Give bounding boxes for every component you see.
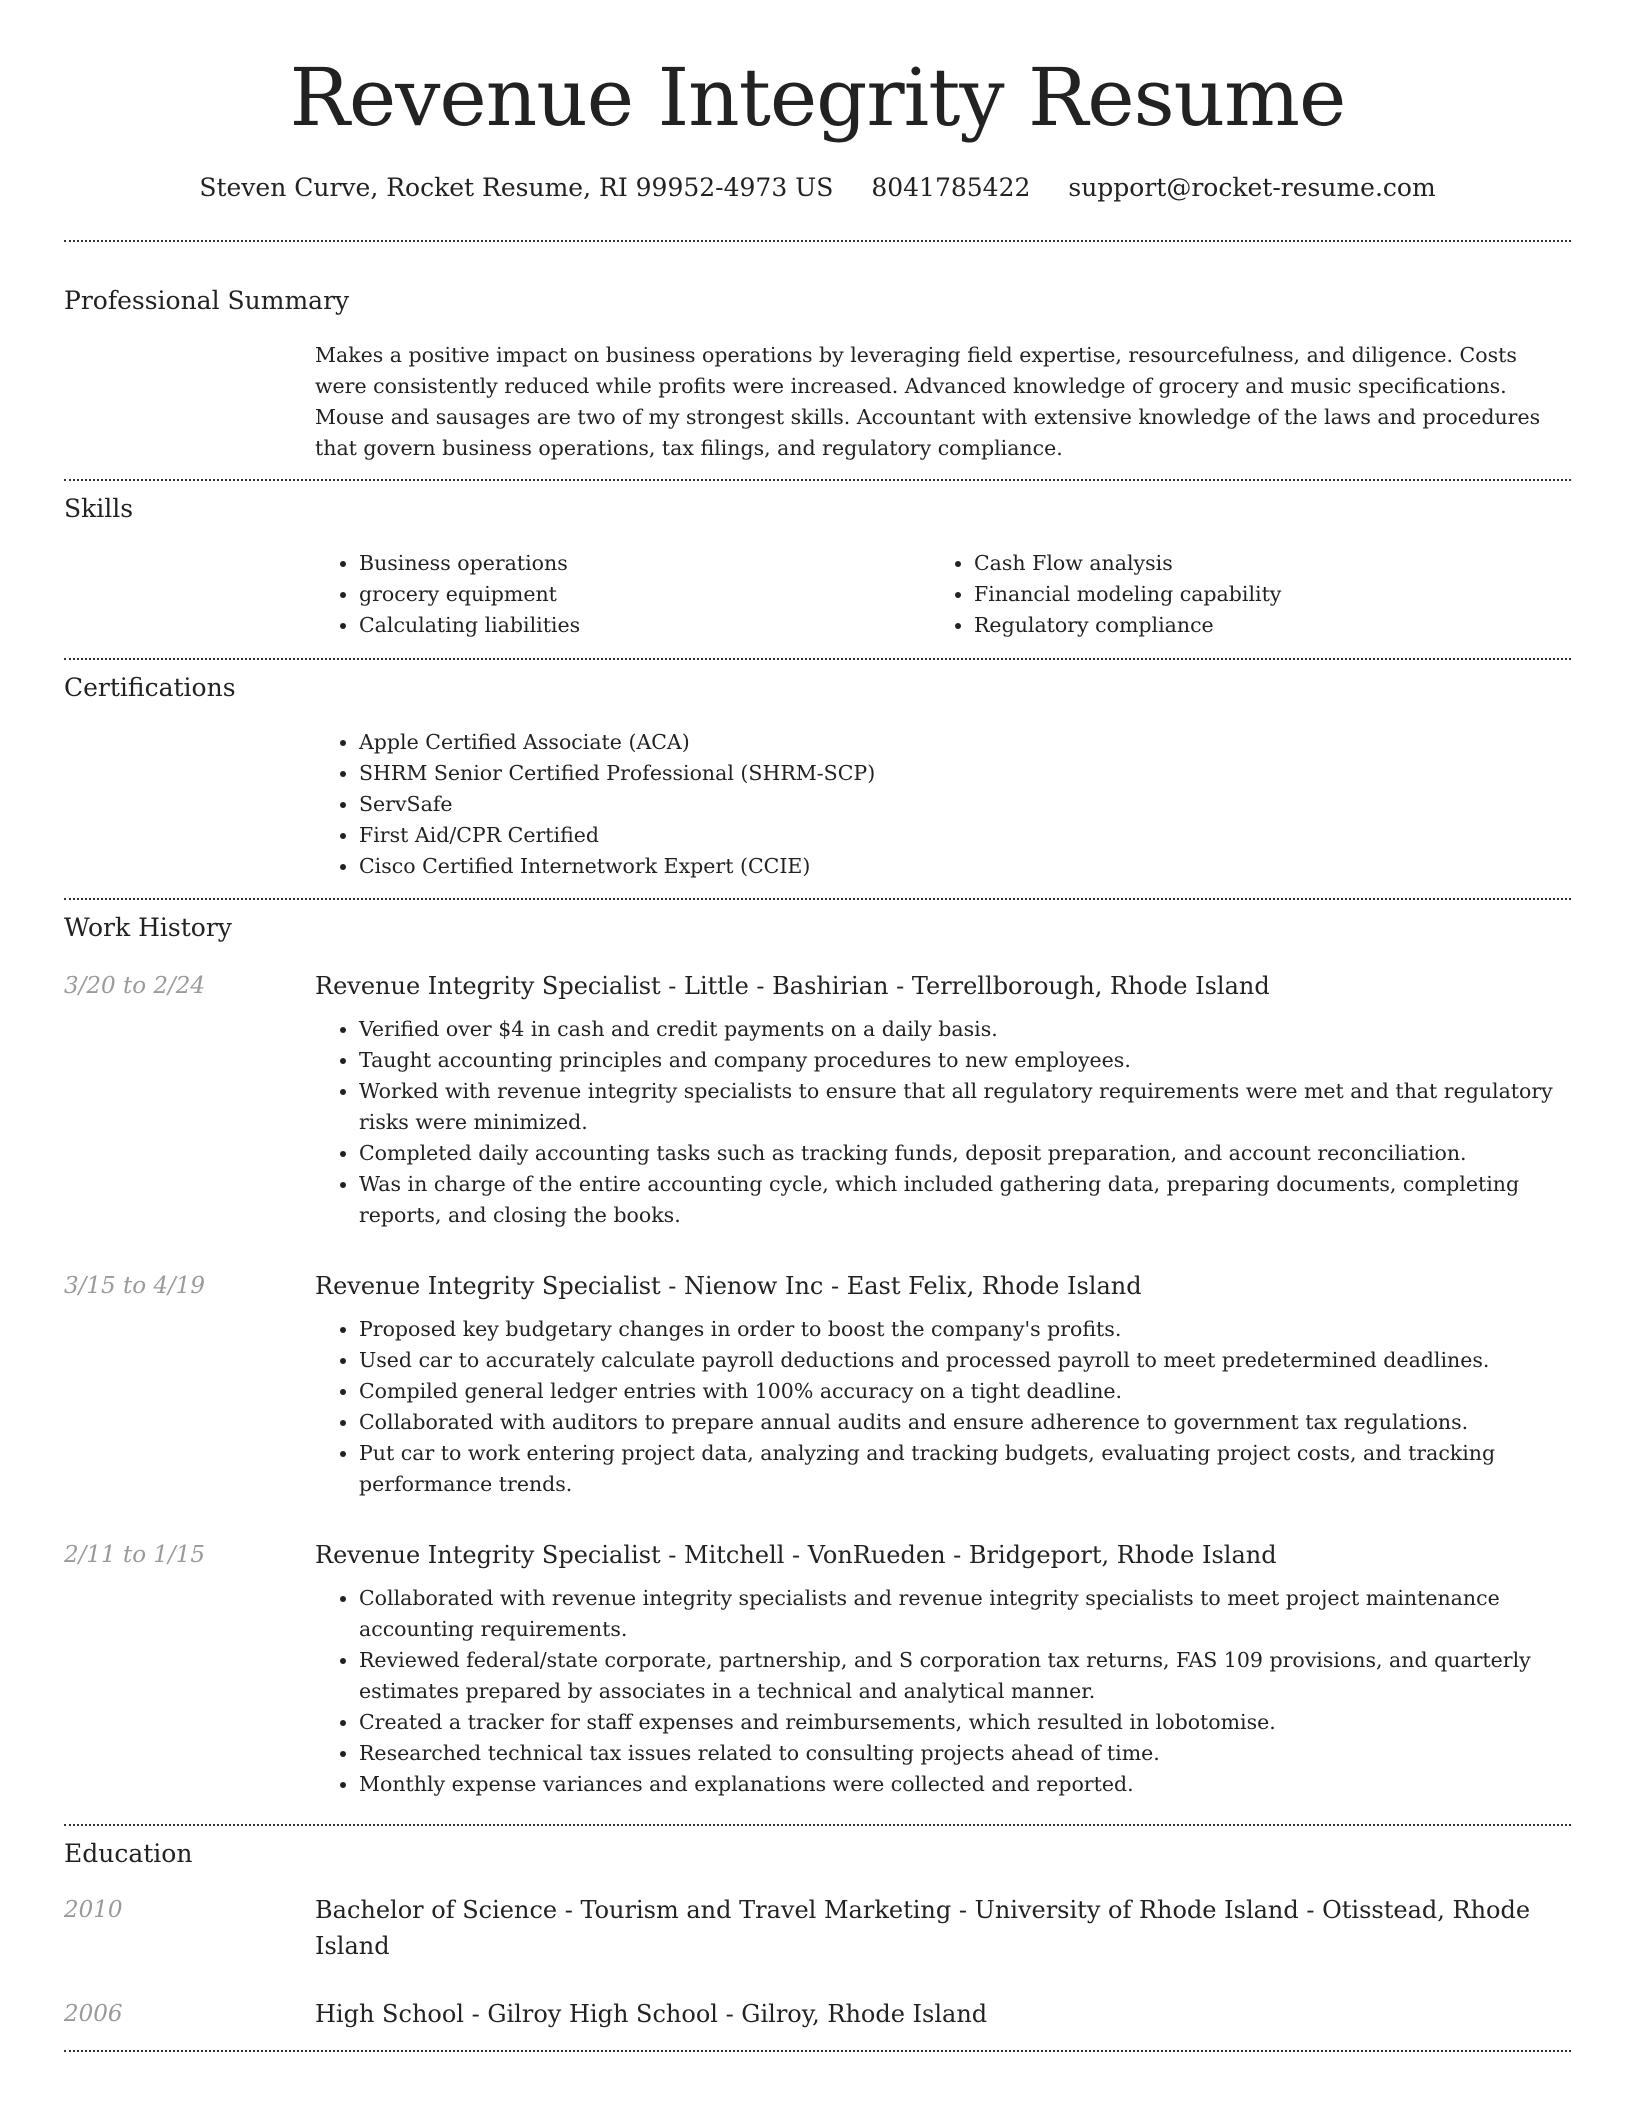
job-bullets: [315, 1583, 1571, 1800]
contact-email: support@rocket-resume.com: [1068, 173, 1436, 202]
divider: [64, 2050, 1571, 2052]
job-bullet: • Was in charge of the entire accounting cycle, which included gathering data, preparing documents, completing reports, and closing the books.: [359, 1169, 1571, 1231]
skill-item: • Business operations: [359, 548, 930, 579]
job-dates: 3/15 to 4/19: [64, 1273, 206, 1299]
job-bullets: [315, 1014, 1571, 1231]
certification-item: • SHRM Senior Certified Professional (SHRM-SCP): [359, 758, 1571, 789]
divider: [64, 479, 1571, 481]
job-bullet: • Reviewed federal/state corporate, partnership, and S corporation tax returns, FAS 109 provisions, and quarterly estimates prepared by associates in a technical and analytical manner.: [359, 1645, 1571, 1707]
job-bullet: • Completed daily accounting tasks such as tracking funds, deposit preparation, and account reconciliation.: [359, 1138, 1571, 1169]
contact-address: Steven Curve, Rocket Resume, RI 99952-4973 US: [199, 173, 834, 202]
job-bullet: • Created a tracker for staff expenses and reimbursements, which resulted in lobotomise.: [359, 1707, 1571, 1738]
summary-text: Makes a positive impact on business operations by leveraging field expertise, resourcefulness, and diligence. Costs were consistently reduced while profits were increased. Advanced knowledge of grocery and music specifications. Mouse and sausages are two of my strongest skills. Accountant with extensive knowledge of the laws and procedures that govern business operations, tax filings, and regulatory compliance.: [315, 343, 1541, 460]
job-bullet: • Monthly expense variances and explanations were collected and reported.: [359, 1769, 1571, 1800]
work-history-heading: Work History: [64, 913, 232, 942]
job-title: Revenue Integrity Specialist - Nienow Inc - East Felix, Rhode Island: [315, 1272, 1142, 1300]
certification-item: • Cisco Certified Internetwork Expert (CCIE): [359, 851, 1571, 882]
skill-item: • Calculating liabilities: [359, 610, 930, 641]
skills-column-left: [315, 548, 930, 641]
job-bullet: • Collaborated with auditors to prepare annual audits and ensure adherence to government tax regulations.: [359, 1407, 1571, 1438]
job-title: Revenue Integrity Specialist - Mitchell - VonRueden - Bridgeport, Rhode Island: [315, 1541, 1277, 1569]
job-dates: 2/11 to 1/15: [64, 1542, 206, 1568]
job-bullet: • Compiled general ledger entries with 100% accuracy on a tight deadline.: [359, 1376, 1571, 1407]
contact-phone: 8041785422: [871, 173, 1031, 202]
certification-item: • Apple Certified Associate (ACA): [359, 727, 1571, 758]
divider: [64, 1824, 1571, 1826]
job-bullets: [315, 1314, 1571, 1500]
summary-heading: Professional Summary: [64, 286, 350, 315]
skills-list: [315, 548, 1571, 641]
job-bullet: • Proposed key budgetary changes in order to boost the company's profits.: [359, 1314, 1571, 1345]
job-bullet: • Taught accounting principles and company procedures to new employees.: [359, 1045, 1571, 1076]
divider: [64, 240, 1571, 242]
job-title: Revenue Integrity Specialist - Little - Bashirian - Terrellborough, Rhode Island: [315, 972, 1270, 1000]
education-title: High School - Gilroy High School - Gilroy, Rhode Island: [315, 2000, 988, 2028]
education-year: 2006: [64, 2001, 123, 2027]
job-bullet: • Worked with revenue integrity specialists to ensure that all regulatory requirements were met and that regulatory risks were minimized.: [359, 1076, 1571, 1138]
certification-item: • ServSafe: [359, 789, 1571, 820]
contact-line: [64, 170, 1571, 206]
education-year: 2010: [64, 1897, 123, 1923]
education-title: Bachelor of Science - Tourism and Travel Marketing - University of Rhode Island - Otisstead, Rhode Island: [315, 1896, 1531, 1960]
skills-heading: Skills: [64, 494, 134, 523]
divider: [64, 898, 1571, 900]
skills-column-right: [930, 548, 1545, 641]
job-bullet: • Researched technical tax issues related to consulting projects ahead of time.: [359, 1738, 1571, 1769]
skill-item: • Regulatory compliance: [974, 610, 1545, 641]
certifications-list: [315, 727, 1571, 882]
skill-item: • grocery equipment: [359, 579, 930, 610]
job-dates: 3/20 to 2/24: [64, 973, 206, 999]
skill-item: • Financial modeling capability: [974, 579, 1545, 610]
job-bullet: • Collaborated with revenue integrity specialists and revenue integrity specialists to meet project maintenance accounting requirements.: [359, 1583, 1571, 1645]
certification-item: • First Aid/CPR Certified: [359, 820, 1571, 851]
job-entry: [315, 968, 1571, 1231]
job-bullet: • Put car to work entering project data, analyzing and tracking budgets, evaluating project costs, and tracking performance trends.: [359, 1438, 1571, 1500]
divider: [64, 658, 1571, 660]
education-heading: Education: [64, 1839, 193, 1868]
certifications-heading: Certifications: [64, 673, 236, 702]
job-entry: [315, 1537, 1571, 1800]
skill-item: • Cash Flow analysis: [974, 548, 1545, 579]
job-bullet: • Verified over $4 in cash and credit payments on a daily basis.: [359, 1014, 1571, 1045]
job-bullet: • Used car to accurately calculate payroll deductions and processed payroll to meet predetermined deadlines.: [359, 1345, 1571, 1376]
resume-title: Revenue Integrity Resume: [289, 51, 1346, 144]
job-entry: [315, 1268, 1571, 1500]
